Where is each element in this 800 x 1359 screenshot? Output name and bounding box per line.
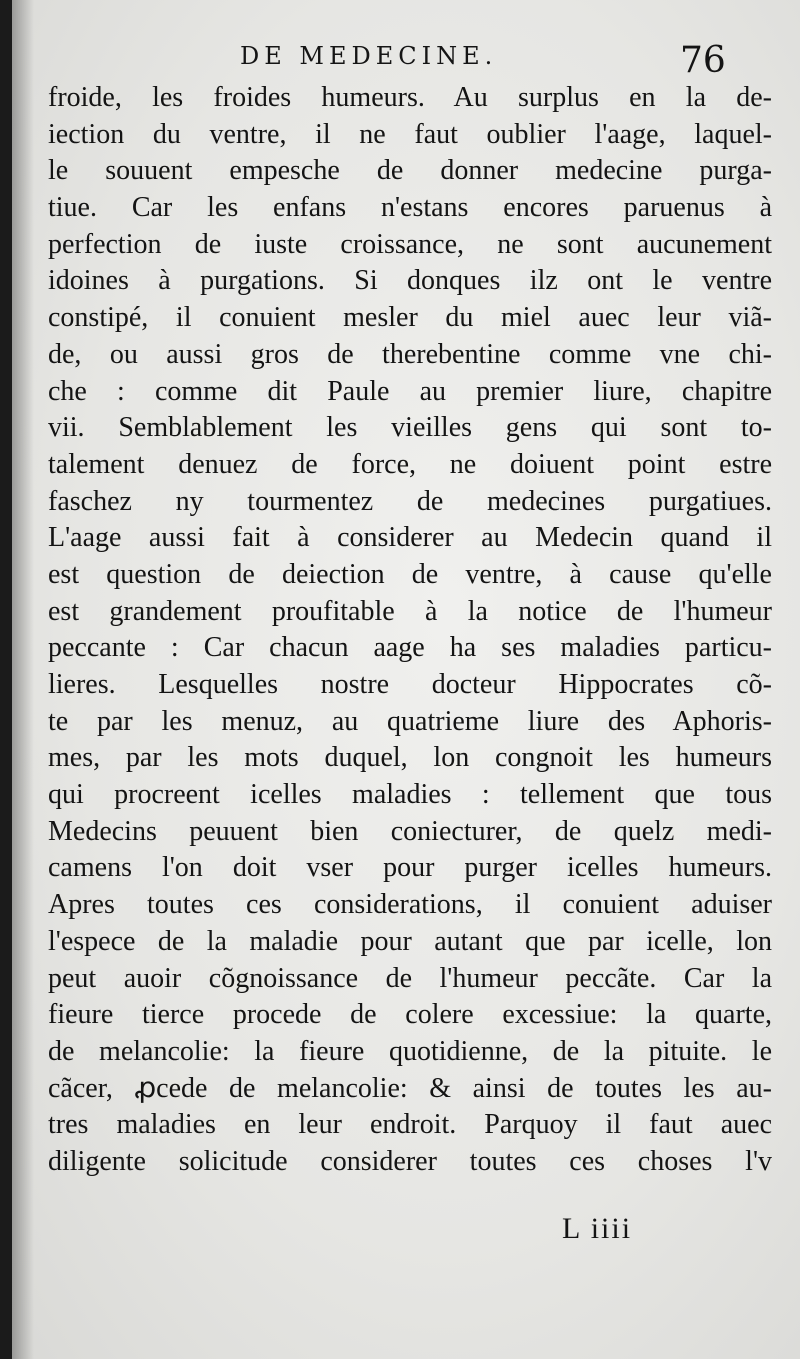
gutter-shadow (12, 0, 34, 1359)
body-text (48, 80, 772, 1181)
text-line: talement denuez de force, ne doiuent point estre (48, 448, 772, 480)
text-line: qui procreent icelles maladies : tellement que tous (48, 779, 772, 811)
text-line: est question de deiection de ventre, à cause qu'elle (48, 558, 772, 590)
text-line: de melancolie: la fieure quotidienne, de la pituite. le (48, 1035, 772, 1067)
text-line: est grandement proufitable à la notice de l'humeur (48, 595, 772, 627)
text-line: lieres. Lesquelles nostre docteur Hippocrates cõ- (48, 669, 772, 700)
text-line: camens l'on doit vser pour purger icelles humeurs. (48, 852, 772, 884)
text-line: tiue. Car les enfans n'estans encores paruenus à (48, 192, 772, 224)
text-line: de, ou aussi gros de therebentine comme vne chi- (48, 338, 772, 370)
text-line: Medecins peuuent bien coniecturer, de quelz medi- (48, 815, 772, 847)
text-line: peut auoir cõgnoissance de l'humeur peccãte. Car la (48, 962, 772, 994)
text-line: che : comme dit Paule au premier liure, chapitre (48, 375, 772, 407)
text-line: le souuent empesche de donner medecine purga- (48, 155, 772, 187)
text-line: fieure tierce procede de colere excessiue: la quarte, (48, 999, 772, 1031)
text-line: iection du ventre, il ne faut oublier l'aage, laquel- (48, 118, 772, 150)
text-line: tres maladies en leur endroit. Parquoy il faut auec (48, 1109, 772, 1141)
text-line: L'aage aussi fait à considerer au Medecin quand il (48, 522, 772, 554)
book-page (12, 0, 800, 1359)
text-line: diligente solicitude considerer toutes ces choses l'v (48, 1145, 772, 1177)
text-line: te par les menuz, au quatrieme liure des Aphoris- (48, 705, 772, 737)
text-line: peccante : Car chacun aage ha ses maladies particu- (48, 632, 772, 664)
text-line: vii. Semblablement les vieilles gens qui sont to- (48, 412, 772, 444)
text-line: mes, par les mots duquel, lon congnoit les humeurs (48, 742, 772, 774)
text-line: faschez ny tourmentez de medecines purgatiues. (48, 485, 772, 517)
text-line: froide, les froides humeurs. Au surplus en la de- (48, 82, 772, 113)
signature-mark: L iiii (562, 1212, 633, 1245)
text-line: Apres toutes ces considerations, il conuient aduiser (48, 889, 772, 921)
text-line: cãcer, ꝓcede de melancolie: & ainsi de toutes les au- (48, 1072, 772, 1104)
text-line: l'espece de la maladie pour autant que par icelle, lon (48, 925, 772, 957)
page-number: 76 (680, 40, 726, 81)
text-line: constipé, il conuient mesler du miel auec leur viã- (48, 302, 772, 334)
text-line: idoines à purgations. Si donques ilz ont le ventre (48, 265, 772, 297)
text-line: perfection de iuste croissance, ne sont aucunement (48, 228, 772, 260)
running-head: DE MEDECINE. (240, 42, 498, 70)
